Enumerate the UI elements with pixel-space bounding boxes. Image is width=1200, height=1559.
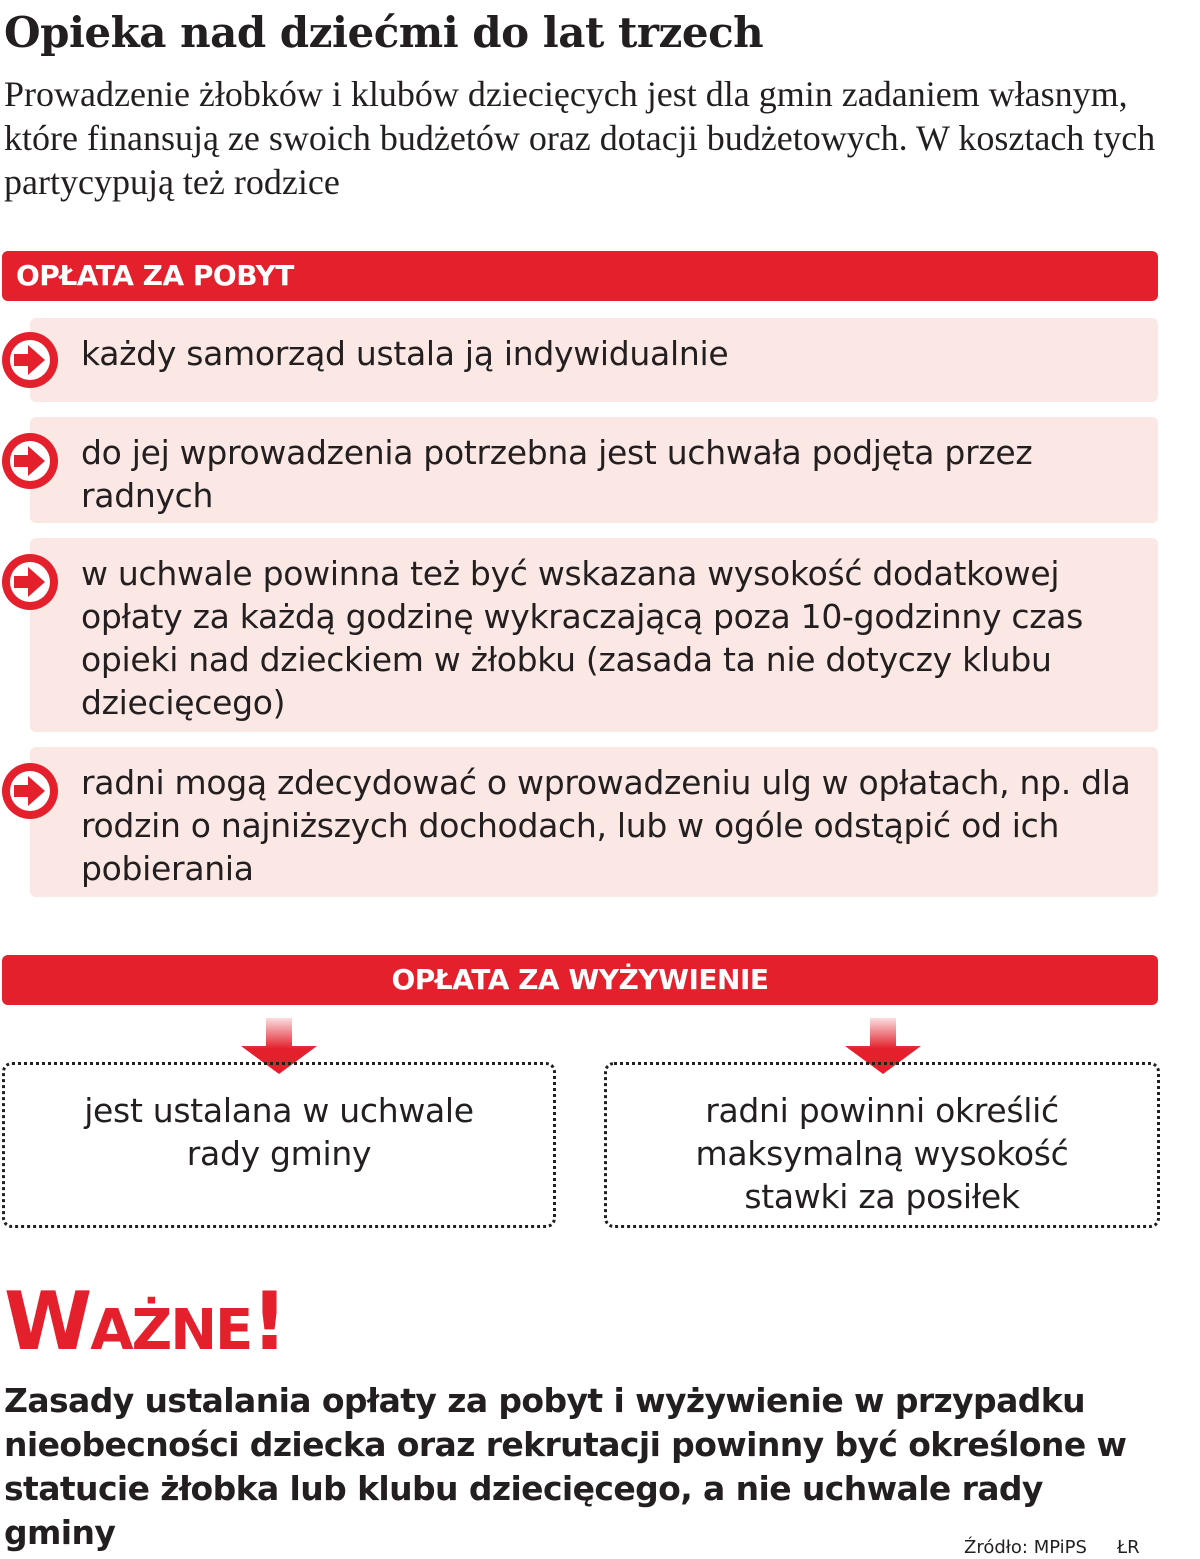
list-item <box>30 417 1158 523</box>
list-item-text: w uchwale powinna też być wskazana wysokość dodatkowej opłaty za każdą godzinę wykraczającą poza 10-godzinny czas opieki nad dzieckiem w żłobku (zasada ta nie dotyczy klubu dziecięcego) <box>81 554 1084 722</box>
important-heading: Ważne! <box>4 1275 286 1368</box>
arrow-right-circle-icon <box>0 761 60 821</box>
source-credit <box>964 1537 1140 1559</box>
list-item-text: do jej wprowadzenia potrzebna jest uchwała podjęta przez radnych <box>81 433 1033 515</box>
list-item <box>30 747 1158 897</box>
list-item-text: każdy samorząd ustala ją indywidualnie <box>81 334 729 373</box>
food-fee-box-right <box>604 1062 1160 1228</box>
arrow-right-circle-icon <box>0 552 60 612</box>
arrow-right-circle-icon <box>0 431 60 491</box>
list-item-text: radni mogą zdecydować o wprowadzeniu ulg w opłatach, np. dla rodzin o najniższych dochodach, lub w ogóle odstąpić od ich pobierania <box>81 763 1131 888</box>
food-fee-text-left: jest ustalana w uchwale rady gminy <box>84 1091 474 1173</box>
author-initials: ŁR <box>1116 1537 1140 1558</box>
source-label: Źródło: MPiPS <box>964 1537 1087 1558</box>
section-heading-food: OPŁATA ZA WYŻYWIENIE <box>2 955 1158 1005</box>
list-item <box>30 318 1158 402</box>
list-item <box>30 538 1158 732</box>
food-fee-box-left <box>2 1062 556 1228</box>
important-text: Zasady ustalania opłaty za pobyt i wyżywienie w przypadku nieobecności dziecka oraz rekrutacji powinny być określone w statucie żłobka lub klubu dziecięcego, a nie uchwale rady gminy <box>4 1381 1127 1552</box>
arrow-right-circle-icon <box>0 330 60 390</box>
page-title: Opieka nad dziećmi do lat trzech <box>4 8 764 57</box>
section-heading-stay: OPŁATA ZA POBYT <box>2 251 1158 301</box>
food-fee-text-right: radni powinni określić maksymalną wysokość stawki za posiłek <box>695 1091 1069 1216</box>
lead-paragraph: Prowadzenie żłobków i klubów dziecięcych jest dla gmin zadaniem własnym, które finansują ze swoich budżetów oraz dotacji budżetowych. W kosztach tych partycypują też rodzice <box>4 74 1156 202</box>
